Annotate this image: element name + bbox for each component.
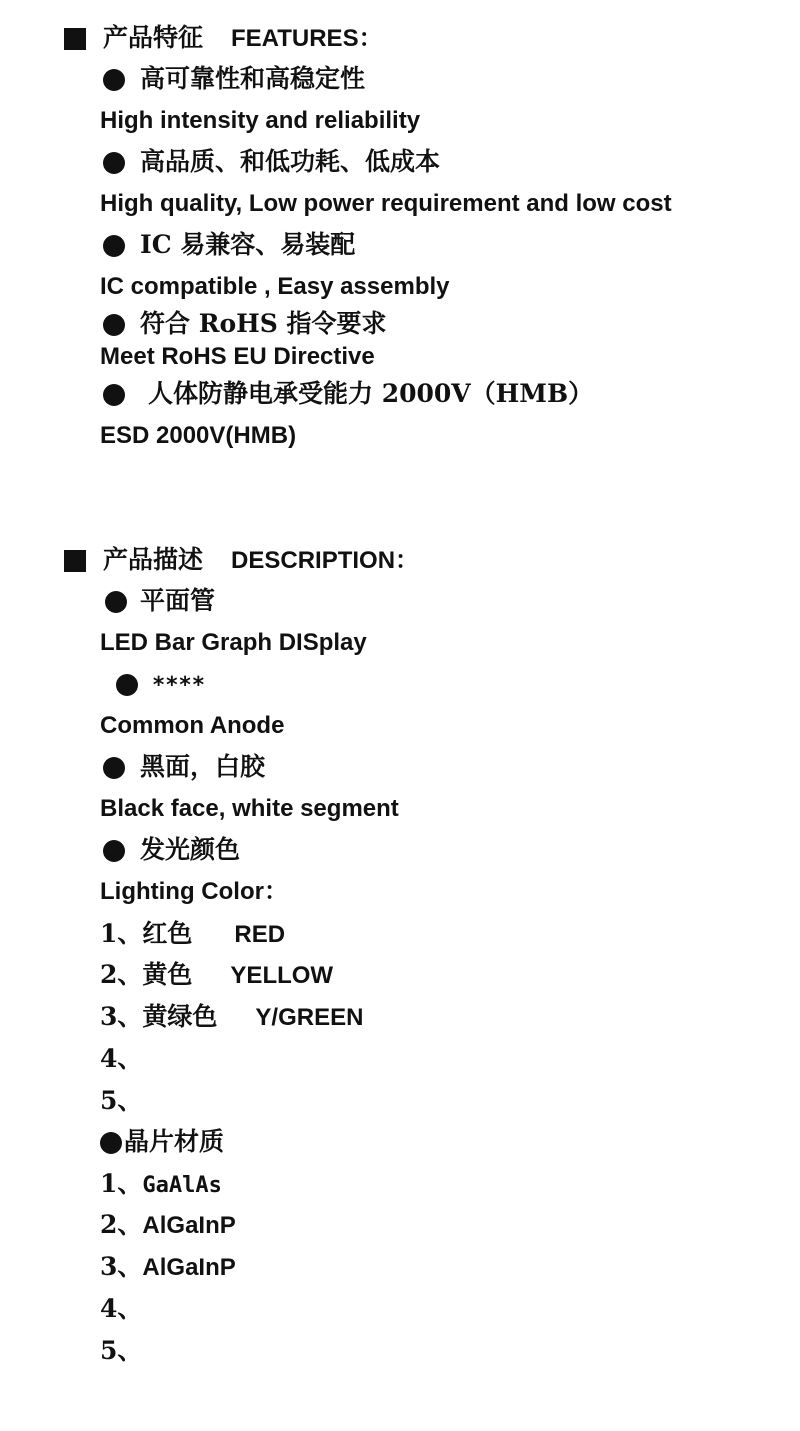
chip-list-item bbox=[100, 1169, 222, 1201]
feature-item-en: IC compatible , Easy assembly bbox=[100, 273, 450, 300]
feature-item-cn: 人体防静电承受能力 2000V（HMB） bbox=[148, 379, 594, 408]
bullet-dot bbox=[116, 674, 138, 696]
chip-material-value: GaAlAs bbox=[142, 1173, 222, 1198]
bullet-dot bbox=[103, 384, 125, 406]
section-bullet-square bbox=[64, 550, 86, 572]
chip-list-item bbox=[100, 1210, 236, 1241]
list-number: 2、 bbox=[100, 960, 143, 989]
feature-item-en: High intensity and reliability bbox=[100, 107, 421, 134]
bullet-dot bbox=[103, 840, 125, 862]
chip-material-value: AlGaInP bbox=[142, 1254, 236, 1281]
bullet-dot bbox=[105, 591, 127, 613]
bullet-dot bbox=[103, 152, 125, 174]
description-item-en: LED Bar Graph DISplay bbox=[100, 629, 367, 656]
bullet-dot bbox=[103, 314, 125, 336]
bullet-dot bbox=[100, 1132, 122, 1154]
description-heading bbox=[103, 545, 419, 576]
color-list-item bbox=[100, 1002, 363, 1033]
feature-item-cn: 高可靠性和高稳定性 bbox=[140, 64, 366, 93]
color-name-en: YELLOW bbox=[230, 962, 334, 989]
color-list-item bbox=[100, 960, 333, 991]
color-name-cn: 黄绿色 bbox=[142, 1002, 218, 1031]
list-number: 3、 bbox=[100, 1002, 143, 1031]
description-item-cn: 黑面，白胶 bbox=[140, 752, 266, 781]
chip-list-item: 4、 bbox=[100, 1294, 143, 1323]
description-heading-en: DESCRIPTION： bbox=[231, 547, 420, 574]
features-heading bbox=[103, 23, 383, 54]
description-item-masked: **** bbox=[152, 673, 205, 698]
feature-item-cn: IC 易兼容、易装配 bbox=[140, 230, 356, 259]
color-name-en: RED bbox=[234, 921, 286, 948]
list-number: 1、 bbox=[100, 1169, 143, 1198]
chip-list-item bbox=[100, 1252, 236, 1283]
color-name-cn: 红色 bbox=[142, 919, 193, 948]
chip-material-heading: 晶片材质 bbox=[124, 1127, 225, 1156]
description-heading-cn: 产品描述 bbox=[103, 545, 204, 574]
description-item-en: Black face, white segment bbox=[100, 795, 399, 822]
color-list-item: 5、 bbox=[100, 1086, 143, 1115]
list-number: 1、 bbox=[100, 919, 143, 948]
feature-item-cn: 符合 RoHS 指令要求 bbox=[140, 309, 387, 338]
list-number: 3、 bbox=[100, 1252, 143, 1281]
bullet-dot bbox=[103, 69, 125, 91]
lighting-color-label: Lighting Color： bbox=[100, 878, 288, 905]
description-item-cn: 发光颜色 bbox=[140, 835, 241, 864]
feature-item-en: Meet RoHS EU Directive bbox=[100, 343, 375, 370]
list-number: 2、 bbox=[100, 1210, 143, 1239]
features-heading-cn: 产品特征 bbox=[103, 23, 204, 52]
color-name-en: Y/GREEN bbox=[255, 1004, 364, 1031]
feature-item-en: High quality, Low power requirement and low cost bbox=[100, 190, 672, 217]
chip-material-value: AlGaInP bbox=[142, 1212, 236, 1239]
features-heading-en: FEATURES： bbox=[231, 25, 383, 52]
feature-item-cn: 高品质、和低功耗、低成本 bbox=[140, 147, 441, 176]
bullet-dot bbox=[103, 235, 125, 257]
feature-item-en: ESD 2000V(HMB) bbox=[100, 422, 297, 449]
description-item-en: Common Anode bbox=[100, 712, 285, 739]
section-bullet-square bbox=[64, 28, 86, 50]
bullet-dot bbox=[103, 757, 125, 779]
color-name-cn: 黄色 bbox=[142, 960, 193, 989]
color-list-item: 4、 bbox=[100, 1044, 143, 1073]
chip-list-item: 5、 bbox=[100, 1336, 143, 1365]
description-item-cn: 平面管 bbox=[140, 586, 216, 615]
color-list-item bbox=[100, 919, 285, 950]
